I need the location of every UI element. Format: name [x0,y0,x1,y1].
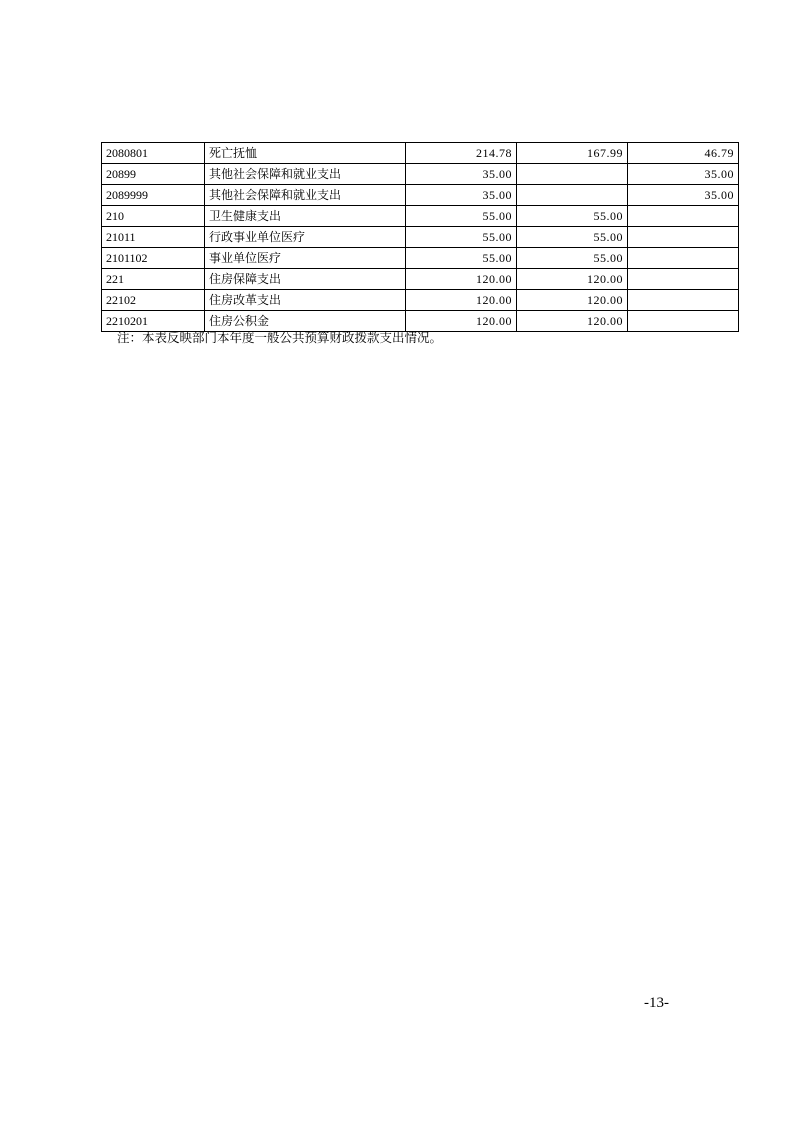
row-total: 214.78 [406,143,517,164]
row-basic: 167.99 [517,143,628,164]
row-code: 2080801 [102,143,205,164]
table-row [102,164,739,185]
row-code: 2089999 [102,185,205,206]
row-total: 120.00 [406,311,517,332]
table-row [102,206,739,227]
table-row [102,248,739,269]
row-total: 35.00 [406,185,517,206]
row-project [628,248,739,269]
row-code: 20899 [102,164,205,185]
row-code: 221 [102,269,205,290]
page-number-text: -13- [644,995,669,1011]
budget-expenditure-table [101,142,739,332]
row-project [628,206,739,227]
row-total: 120.00 [406,290,517,311]
row-name: 住房保障支出 [205,269,406,290]
row-name: 其他社会保障和就业支出 [205,185,406,206]
page-number [0,995,793,1012]
row-total: 55.00 [406,206,517,227]
row-name: 事业单位医疗 [205,248,406,269]
row-total: 55.00 [406,248,517,269]
row-basic: 120.00 [517,269,628,290]
row-name: 其他社会保障和就业支出 [205,164,406,185]
table-note: 注：本表反映部门本年度一般公共预算财政拨款支出情况。 [117,330,443,345]
row-project: 46.79 [628,143,739,164]
row-basic: 55.00 [517,206,628,227]
table-row [102,143,739,164]
row-basic [517,185,628,206]
row-code: 2210201 [102,311,205,332]
row-project: 35.00 [628,164,739,185]
row-basic: 120.00 [517,311,628,332]
row-name: 住房公积金 [205,311,406,332]
table-row [102,227,739,248]
row-basic: 55.00 [517,248,628,269]
row-name: 行政事业单位医疗 [205,227,406,248]
row-basic [517,164,628,185]
row-project [628,311,739,332]
row-project [628,227,739,248]
row-name: 死亡抚恤 [205,143,406,164]
row-name: 住房改革支出 [205,290,406,311]
row-total: 120.00 [406,269,517,290]
row-basic: 55.00 [517,227,628,248]
table-row [102,269,739,290]
row-total: 35.00 [406,164,517,185]
row-project: 35.00 [628,185,739,206]
row-name: 卫生健康支出 [205,206,406,227]
table-row [102,290,739,311]
row-basic: 120.00 [517,290,628,311]
row-code: 22102 [102,290,205,311]
row-code: 21011 [102,227,205,248]
row-total: 55.00 [406,227,517,248]
row-project [628,290,739,311]
row-code: 210 [102,206,205,227]
table-body [102,143,739,332]
row-code: 2101102 [102,248,205,269]
table-row [102,185,739,206]
row-project [628,269,739,290]
